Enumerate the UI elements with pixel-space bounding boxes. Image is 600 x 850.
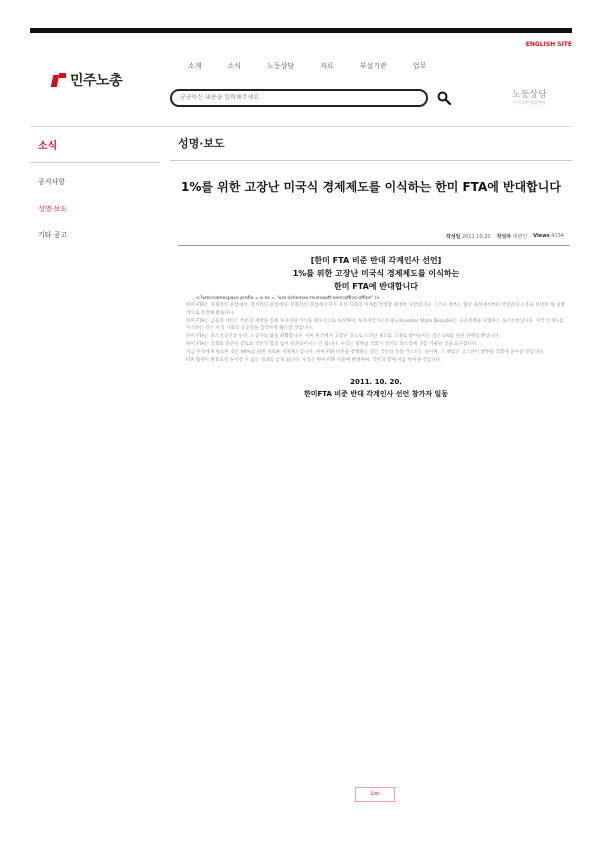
sidebar-divider [30, 162, 160, 163]
content-heading-3: 한미 FTA에 반대합니다 [334, 282, 418, 291]
meta-divider [178, 245, 570, 246]
signature-name: 한미FTA 비준 반대 각계인사 선언 참가자 일동 [303, 390, 448, 399]
post-title: 1%를 위한 고장난 미국식 경제제도를 이식하는 한미 FTA에 반대합니다 [181, 180, 561, 194]
nav-item-affiliates[interactable]: 부설기관 [359, 62, 387, 70]
page-title: 성명·보도 [178, 137, 225, 150]
content-paragraph: FTA 협정이 발효되면 돌이킬 수 없는 결과를 낳게 됩니다. 우리는 한미 FTA 비준에 반대하며, 국민과 함께 이를 막아낼 것입니다. [186, 357, 442, 363]
counsel-link[interactable] [512, 87, 547, 106]
nav-item-news[interactable]: 소식 [227, 62, 242, 70]
content-paragraph: 지금 우리에게 필요한 것은 99%를 위한 새로운 경제제도입니다. 한미 FTA 비준을 강행하는 것은 국민의 뜻을 거스르는 일이며, 그 책임은 고스란히 정부와 국회에 돌아갈 것입니다. [186, 349, 545, 355]
views-label: Views [533, 233, 550, 239]
list-button[interactable]: List [355, 787, 395, 802]
content-paragraph: 한미 FTA는 경제적인 관점에서, 정치적인 관점에서, 문화적인 관점에서 모두 우리 사회의 미래를 결정할 중대한 사안입니다. 그러나 정부는 협상 과정에서부터 국민과의 소통을 외면한 채 일방적으로 추진해 왔습니다. [186, 303, 565, 316]
english-site-link[interactable]: ENGLISH SITE [525, 41, 572, 48]
author-label: 작성자 [496, 234, 512, 240]
post-author: 대변인 [512, 234, 528, 240]
logo-icon [52, 73, 66, 87]
title-divider [170, 160, 572, 161]
nav-item-intro[interactable]: 소개 [188, 62, 202, 70]
nav-item-counsel[interactable]: 노동상담 [267, 62, 295, 70]
date-label: 작성일 [445, 234, 461, 240]
post-meta [446, 233, 564, 240]
content-paragraph: 한미 FTA는 국회의 충분한 검토와 국민적 합의 없이 비준되어서는 안 됩니다. 우리는 정부와 국회가 국민의 목소리에 귀를 기울일 것을 요구합니다. [186, 341, 478, 347]
main-nav [188, 61, 452, 71]
header-divider [30, 126, 572, 127]
content-paragraph: 한미 FTA는 중소상공인과 농민, 노동자의 삶을 위협합니다. 이미 미국에서 고장난 것으로 드러난 제도를 그대로 받아들이는 것은 1%를 위한 선택일 뿐입니다. [186, 334, 500, 340]
top-bar [30, 28, 572, 33]
sidebar-item-other[interactable]: 기타 공고 [38, 231, 68, 239]
post-views: 4134 [551, 233, 564, 239]
nav-item-resources[interactable]: 자료 [320, 62, 334, 70]
site-logo[interactable] [52, 70, 122, 90]
search-icon[interactable] [437, 91, 451, 105]
search-input[interactable] [180, 94, 410, 101]
content-paragraph: 한미 FTA는 금융과 서비스 부문의 개방을 통해 투자자의 이익을 최우선으로 보장하며, 투자자국가소송제도(Investor State Dispute)는 공공정책을 위협하는 독소조항입니다. 미국식 제도를 이식하는 것은 우리 사회의 공공성을 심각하게 훼손할 것입니다. [186, 318, 564, 332]
search-box [170, 89, 428, 107]
sidebar-item-statements[interactable]: 성명·보도 [38, 205, 68, 213]
signature-date: 2011. 10. 20. [350, 378, 402, 387]
post-date: 2011.10.20 [461, 234, 491, 240]
signature-block [186, 376, 566, 400]
counsel-title: 노동상담 [512, 90, 547, 100]
post-content [186, 254, 566, 400]
nav-item-work[interactable]: 업무 [412, 62, 427, 70]
counsel-subtitle: 민주노총 상담센터 [513, 100, 546, 105]
xml-namespace-line: <?xml:namespace prefix = o ns = "urn:schemas-microsoft-com:office:office" /> [196, 296, 380, 301]
sidebar-item-notice[interactable]: 공지사항 [38, 178, 66, 186]
content-heading-1: [한미 FTA 비준 반대 각계인사 선언] [310, 256, 442, 265]
logo-text: 민주노총 [70, 73, 123, 89]
sidebar-title: 소식 [38, 141, 58, 152]
content-heading-2: 1%를 위한 고장난 미국식 경제제도를 이식하는 [292, 269, 460, 278]
